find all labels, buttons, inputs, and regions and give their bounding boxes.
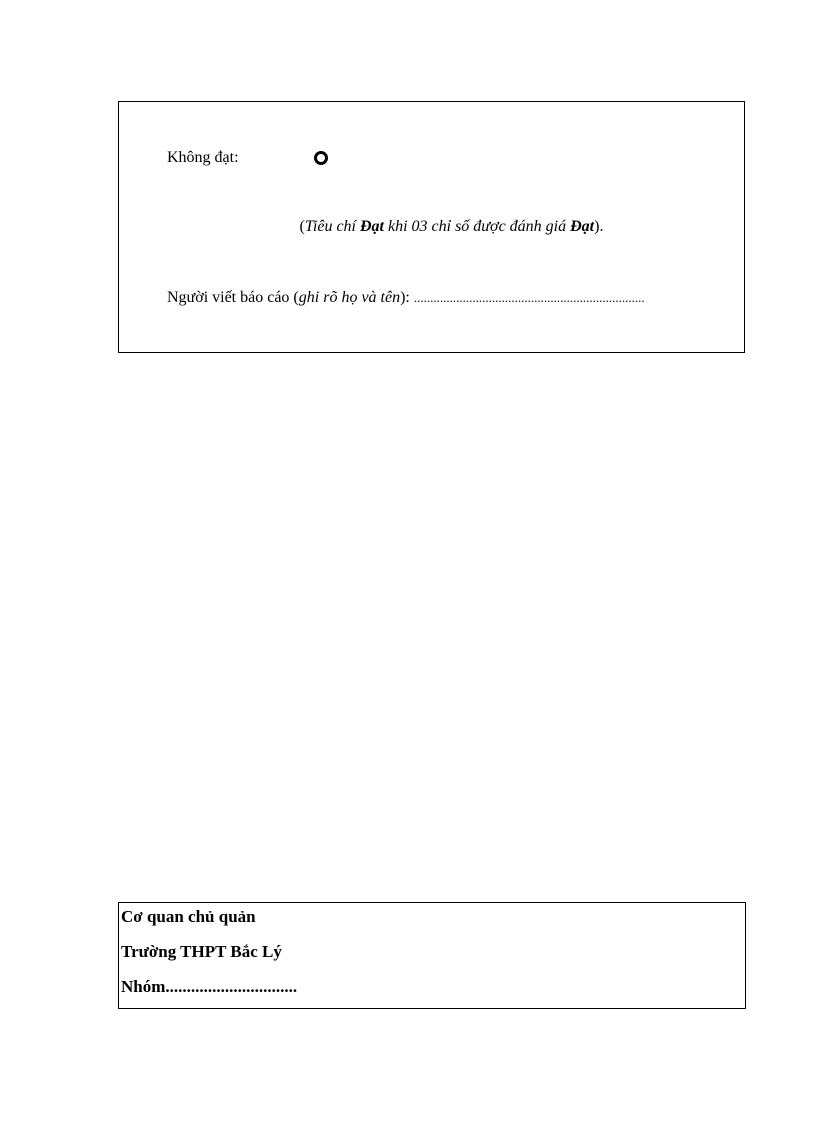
writer-name-field[interactable]: ....................................................................... (413, 290, 645, 305)
governing-agency: Cơ quan chủ quản (121, 907, 256, 926)
report-box (118, 101, 745, 353)
school-name: Trường THPT Bắc Lý (121, 942, 282, 961)
criteria-note (119, 217, 744, 237)
group-field: Nhóm............................... (121, 977, 298, 996)
report-writer-line (167, 288, 645, 308)
criteria-bold-1: Đạt (359, 218, 384, 235)
writer-label: Người viết báo cáo ( (167, 289, 299, 306)
writer-hint: ghi rõ họ và tên (298, 289, 401, 306)
writer-after: ): (400, 289, 414, 306)
criteria-open-paren: ( (299, 218, 305, 235)
radio-circle-icon[interactable] (314, 151, 328, 165)
criteria-text-1: Tiêu chí (304, 218, 360, 235)
agency-box (118, 902, 746, 1009)
criteria-text-2: khi 03 chỉ số được đánh giá (383, 218, 571, 235)
criteria-bold-2: Đạt (570, 218, 595, 235)
criteria-close: ). (594, 218, 604, 235)
khong-dat-label: Không đạt: (167, 149, 239, 166)
